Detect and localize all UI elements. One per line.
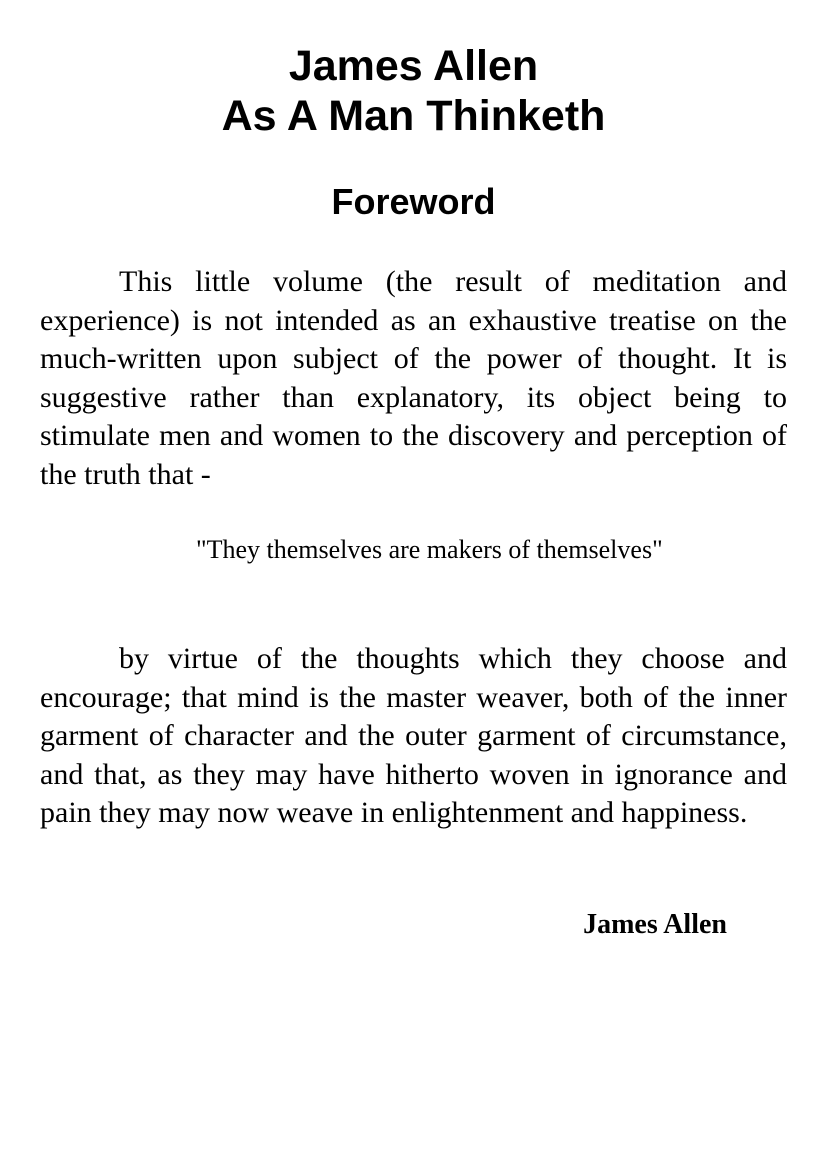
author-signature: James Allen	[583, 909, 727, 940]
block-quote: "They themselves are makers of themselves"	[196, 535, 663, 564]
author-title: James Allen	[288, 42, 539, 90]
foreword-paragraph-2: by virtue of the thoughts which they choose and encourage; that mind is the master weaver, both of the inner garment of character and the outer garment of circumstance, and that, as they may have hitherto woven in ignorance and pain they may now weave in enlightenment and happiness.	[40, 642, 787, 829]
section-heading: Foreword	[331, 181, 496, 222]
foreword-paragraph-1: This little volume (the result of meditation and experience) is not intended as an exhaustive treatise on the much-written upon subject of the power of thought. It is suggestive rather than explanatory, its object being to stimulate men and women to the discovery and perception of the truth that -	[40, 265, 787, 491]
book-title: As A Man Thinketh	[221, 92, 606, 140]
